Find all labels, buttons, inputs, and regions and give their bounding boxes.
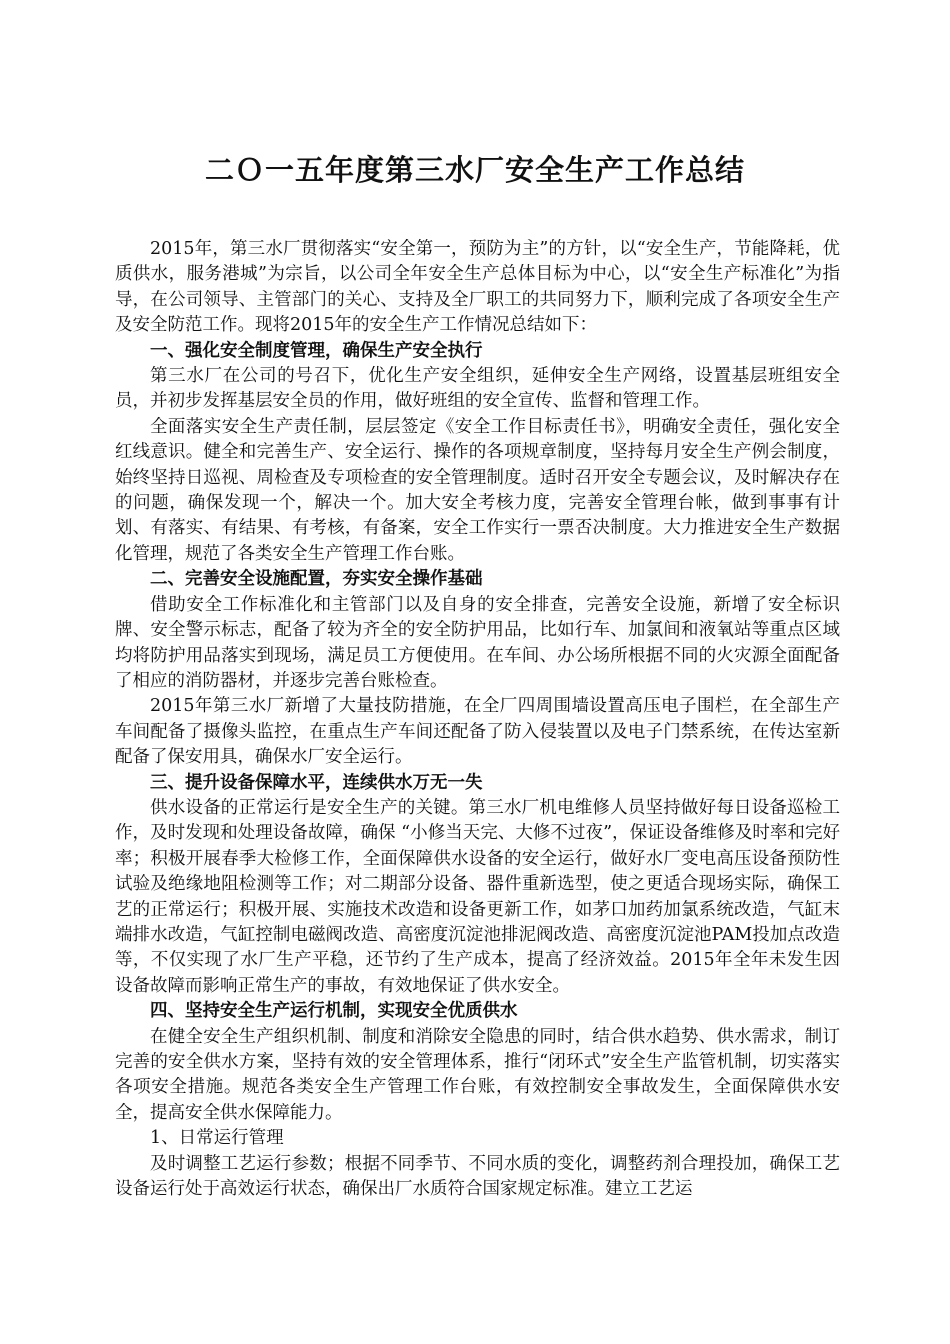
body-paragraph: 借助安全工作标准化和主管部门以及自身的安全排查，完善安全设施，新增了安全标识牌、安全警示标志，配备了较为齐全的安全防护用品，比如行车、加氯间和液氧站等重点区域均将防护用品落实到现场，满足员工方便使用。在车间、办公场所根据不同的火灾源全面配备了相应的消防器材，并逐步完善台账检查。 bbox=[115, 594, 840, 691]
intro-paragraph: 2015年，第三水厂贯彻落实“安全第一，预防为主”的方针，以“安全生产，节能降耗，优质供水，服务港城”为宗旨，以公司全年安全生产总体目标为中心，以“安全生产标准化”为指导，在公司领导、主管部门的关心、支持及全厂职工的共同努力下，顺利完成了各项安全生产及安全防范工作。现将2015年的安全生产工作情况总结如下： bbox=[115, 239, 840, 336]
body-paragraph: 及时调整工艺运行参数；根据不同季节、不同水质的变化，调整药剂合理投加，确保工艺设备运行处于高效运行状态，确保出厂水质符合国家规定标准。建立工艺运 bbox=[115, 1153, 840, 1200]
section-heading-3: 三、提升设备保障水平，连续供水万无一失 bbox=[150, 772, 483, 793]
section-heading-1: 一、强化安全制度管理，确保生产安全执行 bbox=[150, 340, 483, 361]
document-title: 二Ｏ一五年度第三水厂安全生产工作总结 bbox=[204, 153, 745, 187]
body-paragraph: 供水设备的正常运行是安全生产的关键。第三水厂机电维修人员坚持做好每日设备巡检工作，及时发现和处理设备故障，确保 “小修当天完、大修不过夜”，保证设备维修及时率和完好率；积极开展春季大检修工作，全面保障供水设备的安全运行，做好水厂变电高压设备预防性试验及绝缘地阻检测等工作；对二期部分设备、器件重新选型，使之更适合现场实际，确保工艺的正常运行；积极开展、实施技术改造和设备更新工作，如茅口加药加氯系统改造，气缸末端排水改造，气缸控制电磁阀改造、高密度沉淀池排泥阀改造、高密度沉淀池PAM投加点改造等，不仅实现了水厂生产平稳，还节约了生产成本，提高了经济效益。2015年全年未发生因设备故障而影响正常生产的事故，有效地保证了供水安全。 bbox=[115, 797, 840, 996]
body-paragraph: 在健全安全生产组织机制、制度和消除安全隐患的同时，结合供水趋势、供水需求，制订完善的安全供水方案，坚持有效的安全管理体系，推行“闭环式”安全生产监管机制，切实落实各项安全措施。规范各类安全生产管理工作台账，有效控制安全事故发生，全面保障供水安全，提高安全供水保障能力。 bbox=[115, 1026, 840, 1123]
section-heading-4: 四、坚持安全生产运行机制，实现安全优质供水 bbox=[150, 1001, 518, 1022]
body-paragraph: 全面落实安全生产责任制，层层签定《安全工作目标责任书》，明确安全责任，强化安全红线意识。健全和完善生产、安全运行、操作的各项规章制度，坚持每月安全生产例会制度，始终坚持日巡视、周检查及专项检查的安全管理制度。适时召开安全专题会议，及时解决存在的问题，确保发现一个，解决一个。加大安全考核力度，完善安全管理台帐，做到事事有计划、有落实、有结果、有考核，有备案，安全工作实行一票否决制度。大力推进安全生产数据化管理，规范了各类安全生产管理工作台账。 bbox=[115, 416, 840, 564]
subsection-label: 1、日常运行管理 bbox=[150, 1128, 284, 1149]
document-body bbox=[115, 237, 840, 1202]
section-heading-2: 二、完善安全设施配置，夯实安全操作基础 bbox=[150, 569, 483, 590]
body-paragraph: 第三水厂在公司的号召下，优化生产安全组织，延伸安全生产网络，设置基层班组安全员，并初步发挥基层安全员的作用，做好班组的安全宣传、监督和管理工作。 bbox=[115, 366, 840, 412]
body-paragraph: 2015年第三水厂新增了大量技防措施，在全厂四周围墙设置高压电子围栏，在全部生产车间配备了摄像头监控，在重点生产车间还配备了防入侵装置以及电子门禁系统，在传达室新配备了保安用具，确保水厂安全运行。 bbox=[115, 696, 840, 768]
